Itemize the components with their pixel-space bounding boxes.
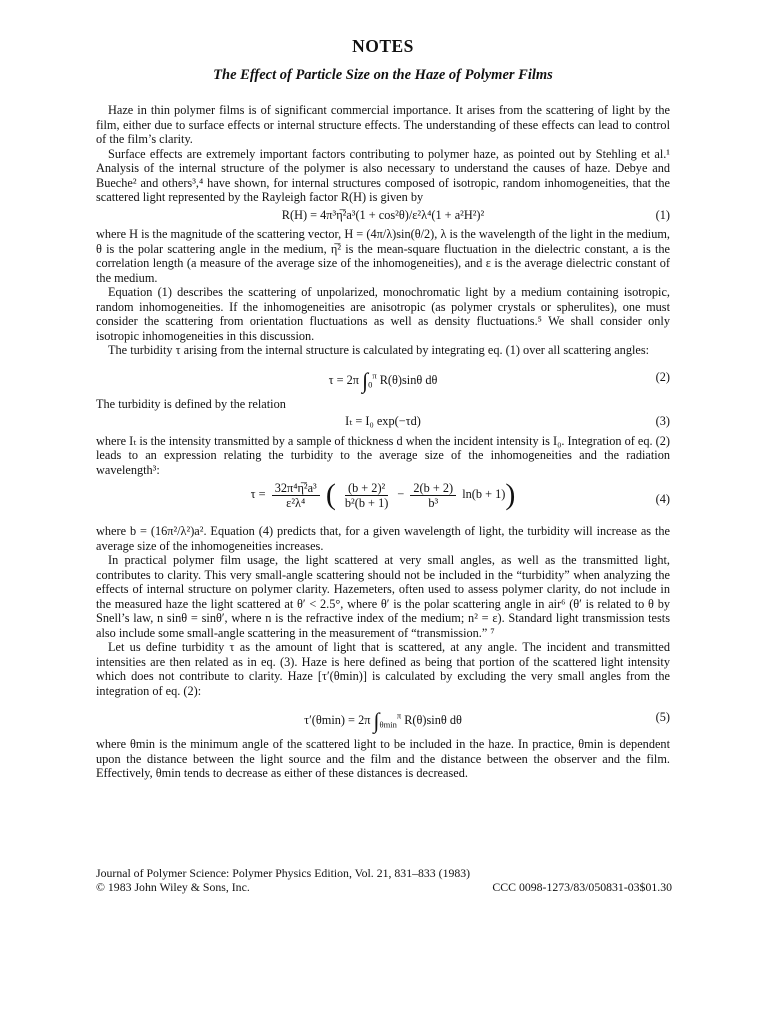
integral-sign-icon: ∫ [373,708,380,733]
right-paren-icon: ) [505,478,516,511]
footer-copyright: © 1983 John Wiley & Sons, Inc. [96,880,250,894]
footer-journal: Journal of Polymer Science: Polymer Physics Edition, Vol. 21, 831–833 (1983) [96,866,471,880]
paragraph-3: where H is the magnitude of the scattering vector, H = (4π/λ)sin(θ/2), λ is the wavelength of the light in the medium, θ is the polar scattering angle in the medium, η̅² is the mean-square fluctuation in the dielectric constant, a is the correlation length (a measure of the average size of the inhomogeneities), and ε is the average dielectric constant of the medium. [96,227,670,285]
equation-4-coef-numerator: 32π⁴η̅²a³ [272,481,320,496]
paragraph-4: Equation (1) describes the scattering of unpolarized, monochromatic light by a medium containing isotropic, random inhomogeneities. If the inhomogeneities are anisotropic (as polymer crystals or spherulites), one must consider the scattering from orientation fluctuations as well as density fluctuations.⁵ We shall consider only isotropic inhomogeneities in this discussion. [96,285,670,343]
paragraph-11: where θmin is the minimum angle of the scattered light to be included in the haze. In practice, θmin is dependent upon the distance between the light source and the film and the distance between the observer and the film. Effectively, θmin tends to decrease as either of these distances is decreased. [96,737,670,780]
equation-1-number: (1) [655,207,670,222]
equation-5-lower: θmin [379,719,397,730]
equation-3 [96,414,670,429]
equation-4-term-2-denominator: b³ [428,495,439,510]
equation-4-term-2-numerator: 2(b + 2) [410,481,456,496]
page-content [96,36,670,781]
equation-4-lhs: τ = [250,486,266,501]
paragraph-2: Surface effects are extremely important factors contributing to polymer haze, as pointed out by Stehling et al.¹ Analysis of the internal structure of the polymer is also necessary to understand the causes of haze. Debye and Bueche² and others³,⁴ have shown, for internal structures composed of isotropic, random inhomogeneities, that the scattered light represented by the Rayleigh factor R(H) is given by [96,146,670,204]
integral-sign-icon: ∫ [362,367,369,393]
left-paren-icon: ( [325,478,336,511]
paragraph-7: where Iₜ is the intensity transmitted by a sample of thickness d when the incident intensity is I₀. Integration of eq. (2) leads to an expression relating the turbidity to the average size of the inhomogeneities and the radiation wavelength³: [96,433,670,477]
section-heading: NOTES [352,36,414,56]
paragraph-10: Let us define turbidity τ as the amount of light that is scattered, at any angle. The incident and transmitted intensities are then related as in eq. (3). Haze is here defined as being that portion of the scattered light intensity which does not contribute to clarity. Haze [τ′(θmin)] is calculated by excluding the very small angles from the integration of eq. (2): [96,640,670,698]
article-title: The Effect of Particle Size on the Haze of Polymer Films [213,67,553,83]
equation-5-number: (5) [655,710,670,724]
equation-4-term-1-numerator: (b + 2)² [345,481,388,496]
equation-3-expr: Iₜ = I₀ exp(−τd) [345,414,421,428]
page-footer [96,866,672,894]
equation-3-number: (3) [655,414,670,428]
equation-2-lhs: τ = 2π [328,372,359,387]
equation-4-minus: − [397,486,405,501]
equation-1-expr: R(H) = 4π³η̅²a³(1 + cos²θ)/ε²λ⁴(1 + a²H²)² [281,207,485,222]
equation-2-number: (2) [655,369,670,384]
equation-4-coefficient [272,481,320,510]
paragraph-5: The turbidity τ arising from the internal structure is calculated by integrating eq. (1) over all scattering angles: [108,343,650,357]
equation-4-coef-denominator: ε²λ⁴ [286,495,306,510]
equation-4-term-1 [342,481,391,510]
paragraph-9: In practical polymer film usage, the light scattered at very small angles, as well as the transmitted light, contributes to clarity. This very small-angle scattering should not be included in the “turbidity” when analyzing the effects of internal structure on polymer clarity. Hazemeters, often used to assess polymer clarity, do not include in the measured haze the light scattered at θ′ < 2.5°, where θ′ is the polar scattering angle in air⁶ (θ′ is related to θ by Snell’s law, n sinθ = sinθ′, where n is the refractive index of the medium; n² = ε). Standard light transmission tests also include some small-angle scattering in the measurement of “transmission.” ⁷ [96,553,670,640]
footer-row [96,880,672,894]
equation-2 [96,361,670,393]
equation-5-upper: π [396,710,402,721]
equation-5 [96,701,670,733]
equation-5-lhs: τ′(θmin) = 2π [304,712,371,727]
footer-ccc: CCC 0098-1273/83/050831-03$01.30 [492,880,672,894]
equation-2-integrand: R(θ)sinθ dθ [379,372,438,387]
equation-2-lower: 0 [368,378,373,389]
equation-4-tail: ln(b + 1) [462,486,506,501]
paragraph-6: The turbidity is defined by the relation [96,396,286,411]
equation-4-number: (4) [655,492,670,506]
equation-4-term-1-denominator: b²(b + 1) [344,495,389,510]
paragraph-8: where b = (16π²/λ²)a². Equation (4) predicts that, for a given wavelength of light, the turbidity will increase as the average size of the inhomogeneities increases. [96,524,670,553]
equation-4-term-2 [410,481,456,510]
equation-1 [96,208,670,223]
paragraph-1: Haze in thin polymer films is of significant commercial importance. It arises from the scattering of light by the film, either due to surface effects or internal structure effects. The understanding of these effects can lead to control of the film’s clarity. [96,103,670,146]
equation-4 [96,480,670,520]
equation-5-integrand: R(θ)sinθ dθ [404,712,462,727]
equation-2-upper: π [372,370,377,381]
